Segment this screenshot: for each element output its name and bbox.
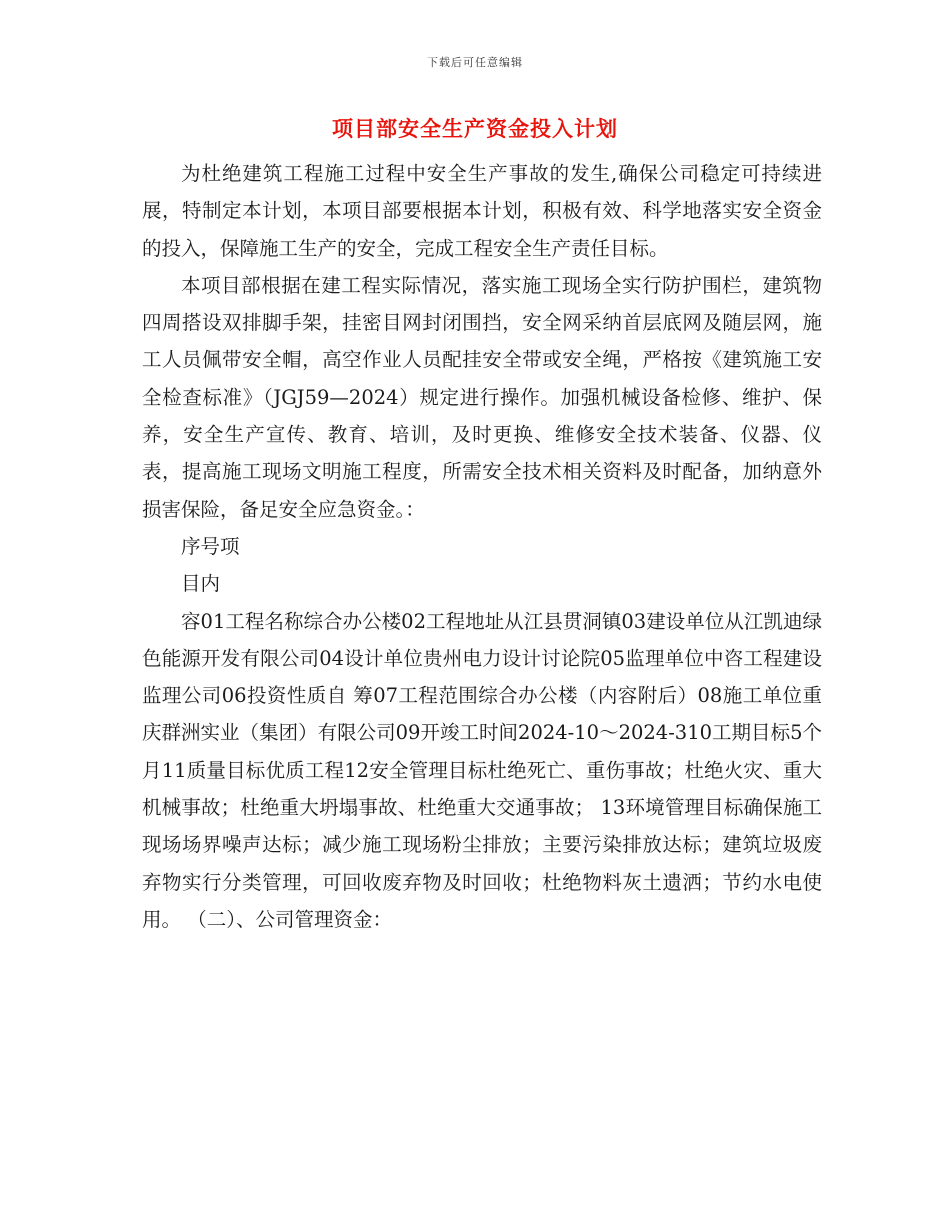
document-body <box>142 155 822 938</box>
paragraph-intro: 为杜绝建筑工程施工过程中安全生产事故的发生,确保公司稳定可持续进展，特制定本计划，本项目部要根据本计划，积极有效、科学地落实安全资金的投入，保障施工生产的安全，完成工程安全生产责任目标。 <box>142 162 822 260</box>
paragraph-table-header-1: 序号项 <box>181 534 240 558</box>
document-title: 项目部安全生产资金投入计划 <box>332 116 618 141</box>
paragraph-project-details: 容01工程名称综合办公楼02工程地址从江县贯洞镇03建设单位从江凯迪绿色能源开发有限公司04设计单位贵州电力设计讨论院05监理单位中咨工程建设监理公司06投资性质自 筹07工程范围综合办公楼（内容附后）08施工单位重庆群洲实业（集团）有限公司09开竣工时间2024-10～2024-310工期目标5个月11质量目标优质工程12安全管理目标杜绝死亡、重伤事故；杜绝火灾、重大机械事故；杜绝重大坍塌事故、杜绝重大交通事故； 13环境管理目标确保施工现场场界噪声达标；减少施工现场粉尘排放；主要污染排放达标；建筑垃圾废弃物实行分类管理，可回收废弃物及时回收；杜绝物料灰土遗洒；节约水电使用。 （二）、公司管理资金： <box>142 609 822 931</box>
paragraph-table-header-2: 目内 <box>181 572 221 596</box>
header-note: 下载后可任意编辑 <box>427 56 523 69</box>
paragraph-measures: 本项目部根据在建工程实际情况，落实施工现场全实行防护围栏，建筑物四周搭设双排脚手架，挂密目网封闭围挡，安全网采纳首层底网及随层网，施工人员佩带安全帽，高空作业人员配挂安全带或安全绳，严格按《建筑施工安全检查标准》（JGJ59—2024）规定进行操作。加强机械设备检修、维护、保养，安全生产宣传、教育、培训，及时更换、维修安全技术装备、仪器、仪表，提高施工现场文明施工程度，所需安全技术相关资料及时配备，加纳意外损害保险，备足安全应急资金。： <box>142 273 822 521</box>
